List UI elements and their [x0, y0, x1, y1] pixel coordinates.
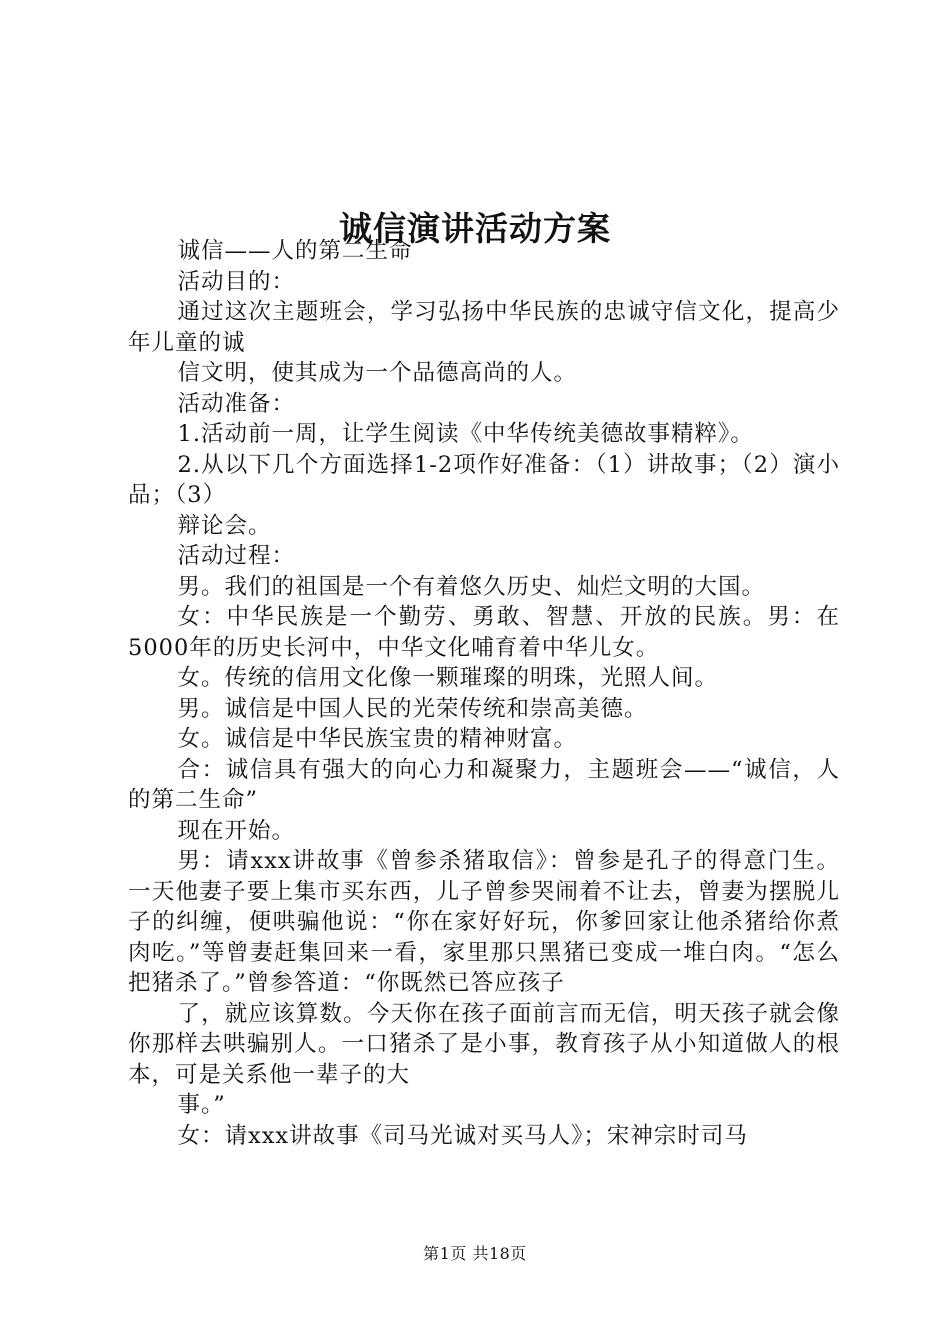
paragraph: 2.从以下几个方面选择1-2项作好准备：（1）讲故事；（2）演小品；（3） [128, 451, 840, 508]
paragraph: 诚信——人的第二生命 [177, 238, 413, 264]
paragraph: 事。” [177, 1092, 226, 1118]
paragraph: 女。诚信是中华民族宝贵的精神财富。 [177, 726, 578, 752]
paragraph: 男：请xxx讲故事《曾参杀猪取信》：曾参是孔子的得意门生。一天他妻子要上集市买东西，儿子曾参哭闹着不让去，曾妻为摆脱儿子的纠缠，便哄骗他说：“你在家好好玩，你爹回家让他杀猪给你煮肉吃。”等曾妻赶集回来一看，家里那只黑猪已变成一堆白肉。“怎么把猪杀了。”曾参答道：“你既然已答应孩子 [128, 848, 840, 996]
paragraph: 了，就应该算数。今天你在孩子面前言而无信，明天孩子就会像你那样去哄骗别人。一口猪杀了是小事，教育孩子从小知道做人的根本，可是关系他一辈子的大 [128, 1000, 840, 1088]
paragraph: 合：诚信具有强大的向心力和凝聚力，主题班会——“诚信，人的第二生命” [128, 756, 840, 813]
paragraph: 活动目的： [177, 268, 296, 295]
paragraph: 男。诚信是中国人民的光荣传统和崇高美德。 [177, 695, 648, 722]
paragraph: 女：中华民族是一个勤劳、勇敢、智慧、开放的民族。男：在5000年的历史长河中，中华文化哺育着中华儿女。 [128, 604, 840, 661]
page-footer: 第1页 共18页 [423, 1244, 527, 1263]
paragraph: 男。我们的祖国是一个有着悠久历史、灿烂文明的大国。 [177, 573, 766, 600]
paragraph: 现在开始。 [177, 817, 296, 844]
paragraph: 信文明，使其成为一个品德高尚的人。 [177, 360, 578, 386]
document-body [128, 236, 840, 1151]
paragraph: 通过这次主题班会，学习弘扬中华民族的忠诚守信文化，提高少年儿童的诚 [128, 299, 840, 356]
paragraph: 女。传统的信用文化像一颗璀璨的明珠，光照人间。 [177, 665, 719, 691]
paragraph: 活动准备： [177, 390, 296, 417]
paragraph: 女：请xxx讲故事《司马光诚对买马人》；宋神宗时司马 [177, 1122, 748, 1149]
document-title: 诚信演讲活动方案 [339, 209, 611, 249]
paragraph: 辩论会。 [177, 512, 272, 539]
paragraph: 1.活动前一周，让学生阅读《中华传统美德故事精粹》。 [177, 421, 754, 447]
paragraph: 活动过程： [177, 543, 296, 569]
